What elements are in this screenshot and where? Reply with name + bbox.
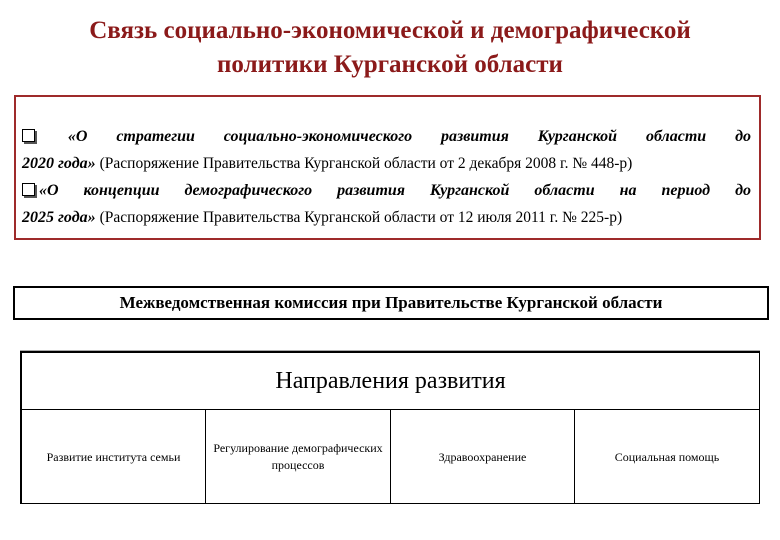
direction-social-assistance: Социальная помощь — [614, 449, 720, 464]
document-2-line-1 — [22, 177, 751, 204]
document-2-reference: (Распоряжение Правительства Курганской области от 12 июля 2011 г. № 225-р) — [99, 209, 623, 226]
page-title-line-2: политики Курганской области — [217, 51, 563, 78]
checkbox-bullet-icon — [22, 129, 35, 142]
commission-box: Межведомственная комиссия при Правительстве Курганской области — [13, 286, 769, 320]
directions-row — [22, 410, 759, 504]
page-title-line-1: Связь социально-экономической и демографической — [89, 17, 691, 44]
document-1-line-2 — [22, 150, 751, 177]
direction-demographic-regulation: Регулирование демографических процессов — [206, 410, 391, 504]
direction-family: Развитие института семьи — [22, 410, 206, 504]
document-1-reference: (Распоряжение Правительства Курганской области от 2 декабря 2008 г. № 448-р) — [99, 155, 633, 172]
page-title — [20, 14, 760, 82]
document-2-title: «О концепции демографического развития Курганской области на период до — [39, 182, 751, 199]
directions-heading: Направления развития — [22, 353, 759, 410]
document-1-title-cont: 2020 года» — [22, 155, 96, 172]
document-2-line-2 — [22, 204, 751, 231]
documents-box — [14, 95, 761, 240]
document-2-title-cont: 2025 года» — [22, 209, 96, 226]
document-1-line-1 — [22, 123, 751, 150]
document-1-title: «О стратегии социально-экономического развития Курганской области до — [67, 128, 752, 145]
checkbox-bullet-icon — [22, 183, 35, 196]
direction-healthcare: Здравоохранение — [391, 410, 575, 504]
directions-table — [20, 351, 760, 504]
